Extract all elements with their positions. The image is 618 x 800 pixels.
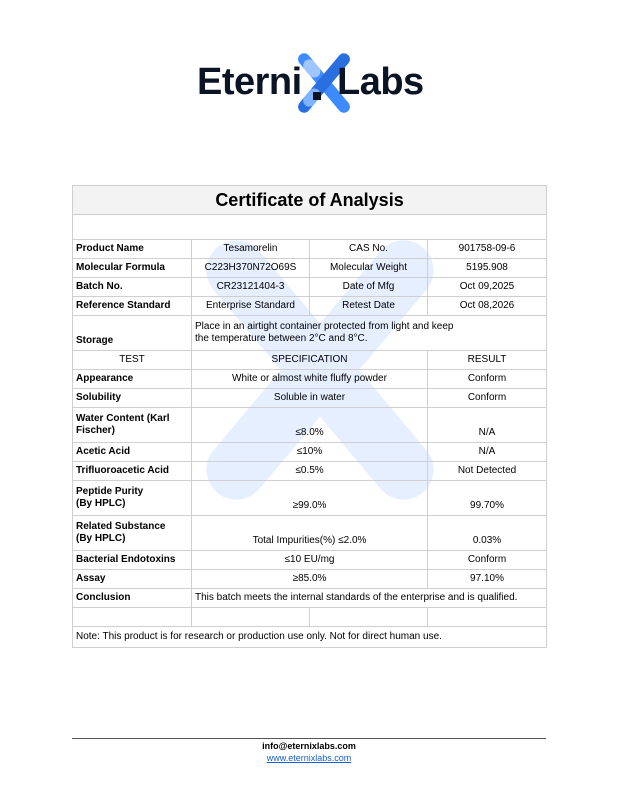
test-name: Trifluoroacetic Acid	[73, 462, 192, 481]
test-name: Appearance	[73, 370, 192, 389]
conclusion-label: Conclusion	[73, 589, 192, 608]
test-spec: White or almost white fluffy powder	[192, 370, 428, 389]
test-row	[73, 516, 547, 551]
test-row	[73, 462, 547, 481]
test-name-line-1: Related Substance	[76, 521, 166, 532]
test-name-line-1: Water Content (Karl	[76, 413, 170, 424]
test-result: N/A	[428, 408, 547, 443]
storage-row	[73, 316, 547, 351]
test-result: Conform	[428, 389, 547, 408]
product-name-value: Tesamorelin	[192, 240, 310, 259]
test-spec: ≤10%	[192, 443, 428, 462]
brand-name-right: Labs	[337, 61, 424, 103]
header-specification: SPECIFICATION	[192, 351, 428, 370]
test-name	[73, 408, 192, 443]
mfg-label: Date of Mfg	[310, 278, 428, 297]
retest-label: Retest Date	[310, 297, 428, 316]
brand-name-left: Eterni	[197, 61, 302, 103]
footer-website-link[interactable]: www.eternixlabs.com	[266, 753, 352, 763]
spacer-row	[73, 608, 547, 627]
test-spec: ≥99.0%	[192, 481, 428, 516]
cas-label: CAS No.	[310, 240, 428, 259]
test-spec: ≤0.5%	[192, 462, 428, 481]
test-row	[73, 570, 547, 589]
product-name-label: Product Name	[73, 240, 192, 259]
formula-label: Molecular Formula	[73, 259, 192, 278]
info-row	[73, 278, 547, 297]
footer-email[interactable]: info@eternixlabs.com	[262, 741, 356, 751]
storage-line-1: Place in an airtight container protected from light and keep	[195, 321, 454, 332]
test-row	[73, 408, 547, 443]
reference-value: Enterprise Standard	[192, 297, 310, 316]
header-test: TEST	[73, 351, 192, 370]
test-name: Assay	[73, 570, 192, 589]
test-spec: ≤10 EU/mg	[192, 551, 428, 570]
storage-value	[192, 316, 547, 351]
batch-label: Batch No.	[73, 278, 192, 297]
tests-header-row	[73, 351, 547, 370]
weight-label: Molecular Weight	[310, 259, 428, 278]
test-row	[73, 481, 547, 516]
test-spec: ≥85.0%	[192, 570, 428, 589]
test-spec: Soluble in water	[192, 389, 428, 408]
test-result: 0.03%	[428, 516, 547, 551]
test-row	[73, 370, 547, 389]
certificate-table	[72, 185, 547, 648]
test-result: Conform	[428, 551, 547, 570]
info-row	[73, 240, 547, 259]
weight-value: 5195.908	[428, 259, 547, 278]
reference-label: Reference Standard	[73, 297, 192, 316]
footer-divider	[72, 738, 546, 739]
info-row	[73, 297, 547, 316]
test-row	[73, 551, 547, 570]
conclusion-text: This batch meets the internal standards of the enterprise and is qualified.	[192, 589, 547, 608]
test-spec: ≤8.0%	[192, 408, 428, 443]
note-row	[73, 627, 547, 648]
test-name-line-2: (By HPLC)	[76, 533, 126, 544]
test-row	[73, 389, 547, 408]
test-result: 99.70%	[428, 481, 547, 516]
cas-value: 901758-09-6	[428, 240, 547, 259]
test-row	[73, 443, 547, 462]
test-result: 97.10%	[428, 570, 547, 589]
test-name-line-1: Peptide Purity	[76, 486, 144, 497]
test-name: Acetic Acid	[73, 443, 192, 462]
test-name-line-2: (By HPLC)	[76, 498, 126, 509]
mfg-value: Oct 09,2025	[428, 278, 547, 297]
test-name-line-2: Fischer)	[76, 425, 115, 436]
test-result: Conform	[428, 370, 547, 389]
info-row	[73, 259, 547, 278]
brand-logo	[0, 48, 618, 120]
test-result: N/A	[428, 443, 547, 462]
disclaimer-note: Note: This product is for research or production use only. Not for direct human use.	[73, 627, 547, 648]
spacer-row	[73, 215, 547, 240]
test-spec: Total Impurities(%) ≤2.0%	[192, 516, 428, 551]
formula-value: C223H370N72O69S	[192, 259, 310, 278]
conclusion-row	[73, 589, 547, 608]
batch-value: CR23121404-3	[192, 278, 310, 297]
storage-line-2: the temperature between 2°C and 8°C.	[195, 333, 368, 344]
test-name: Solubility	[73, 389, 192, 408]
header-result: RESULT	[428, 351, 547, 370]
test-name	[73, 481, 192, 516]
test-result: Not Detected	[428, 462, 547, 481]
test-name	[73, 516, 192, 551]
retest-value: Oct 08,2026	[428, 297, 547, 316]
page-title: Certificate of Analysis	[73, 186, 547, 215]
test-name: Bacterial Endotoxins	[73, 551, 192, 570]
storage-label: Storage	[73, 316, 192, 351]
